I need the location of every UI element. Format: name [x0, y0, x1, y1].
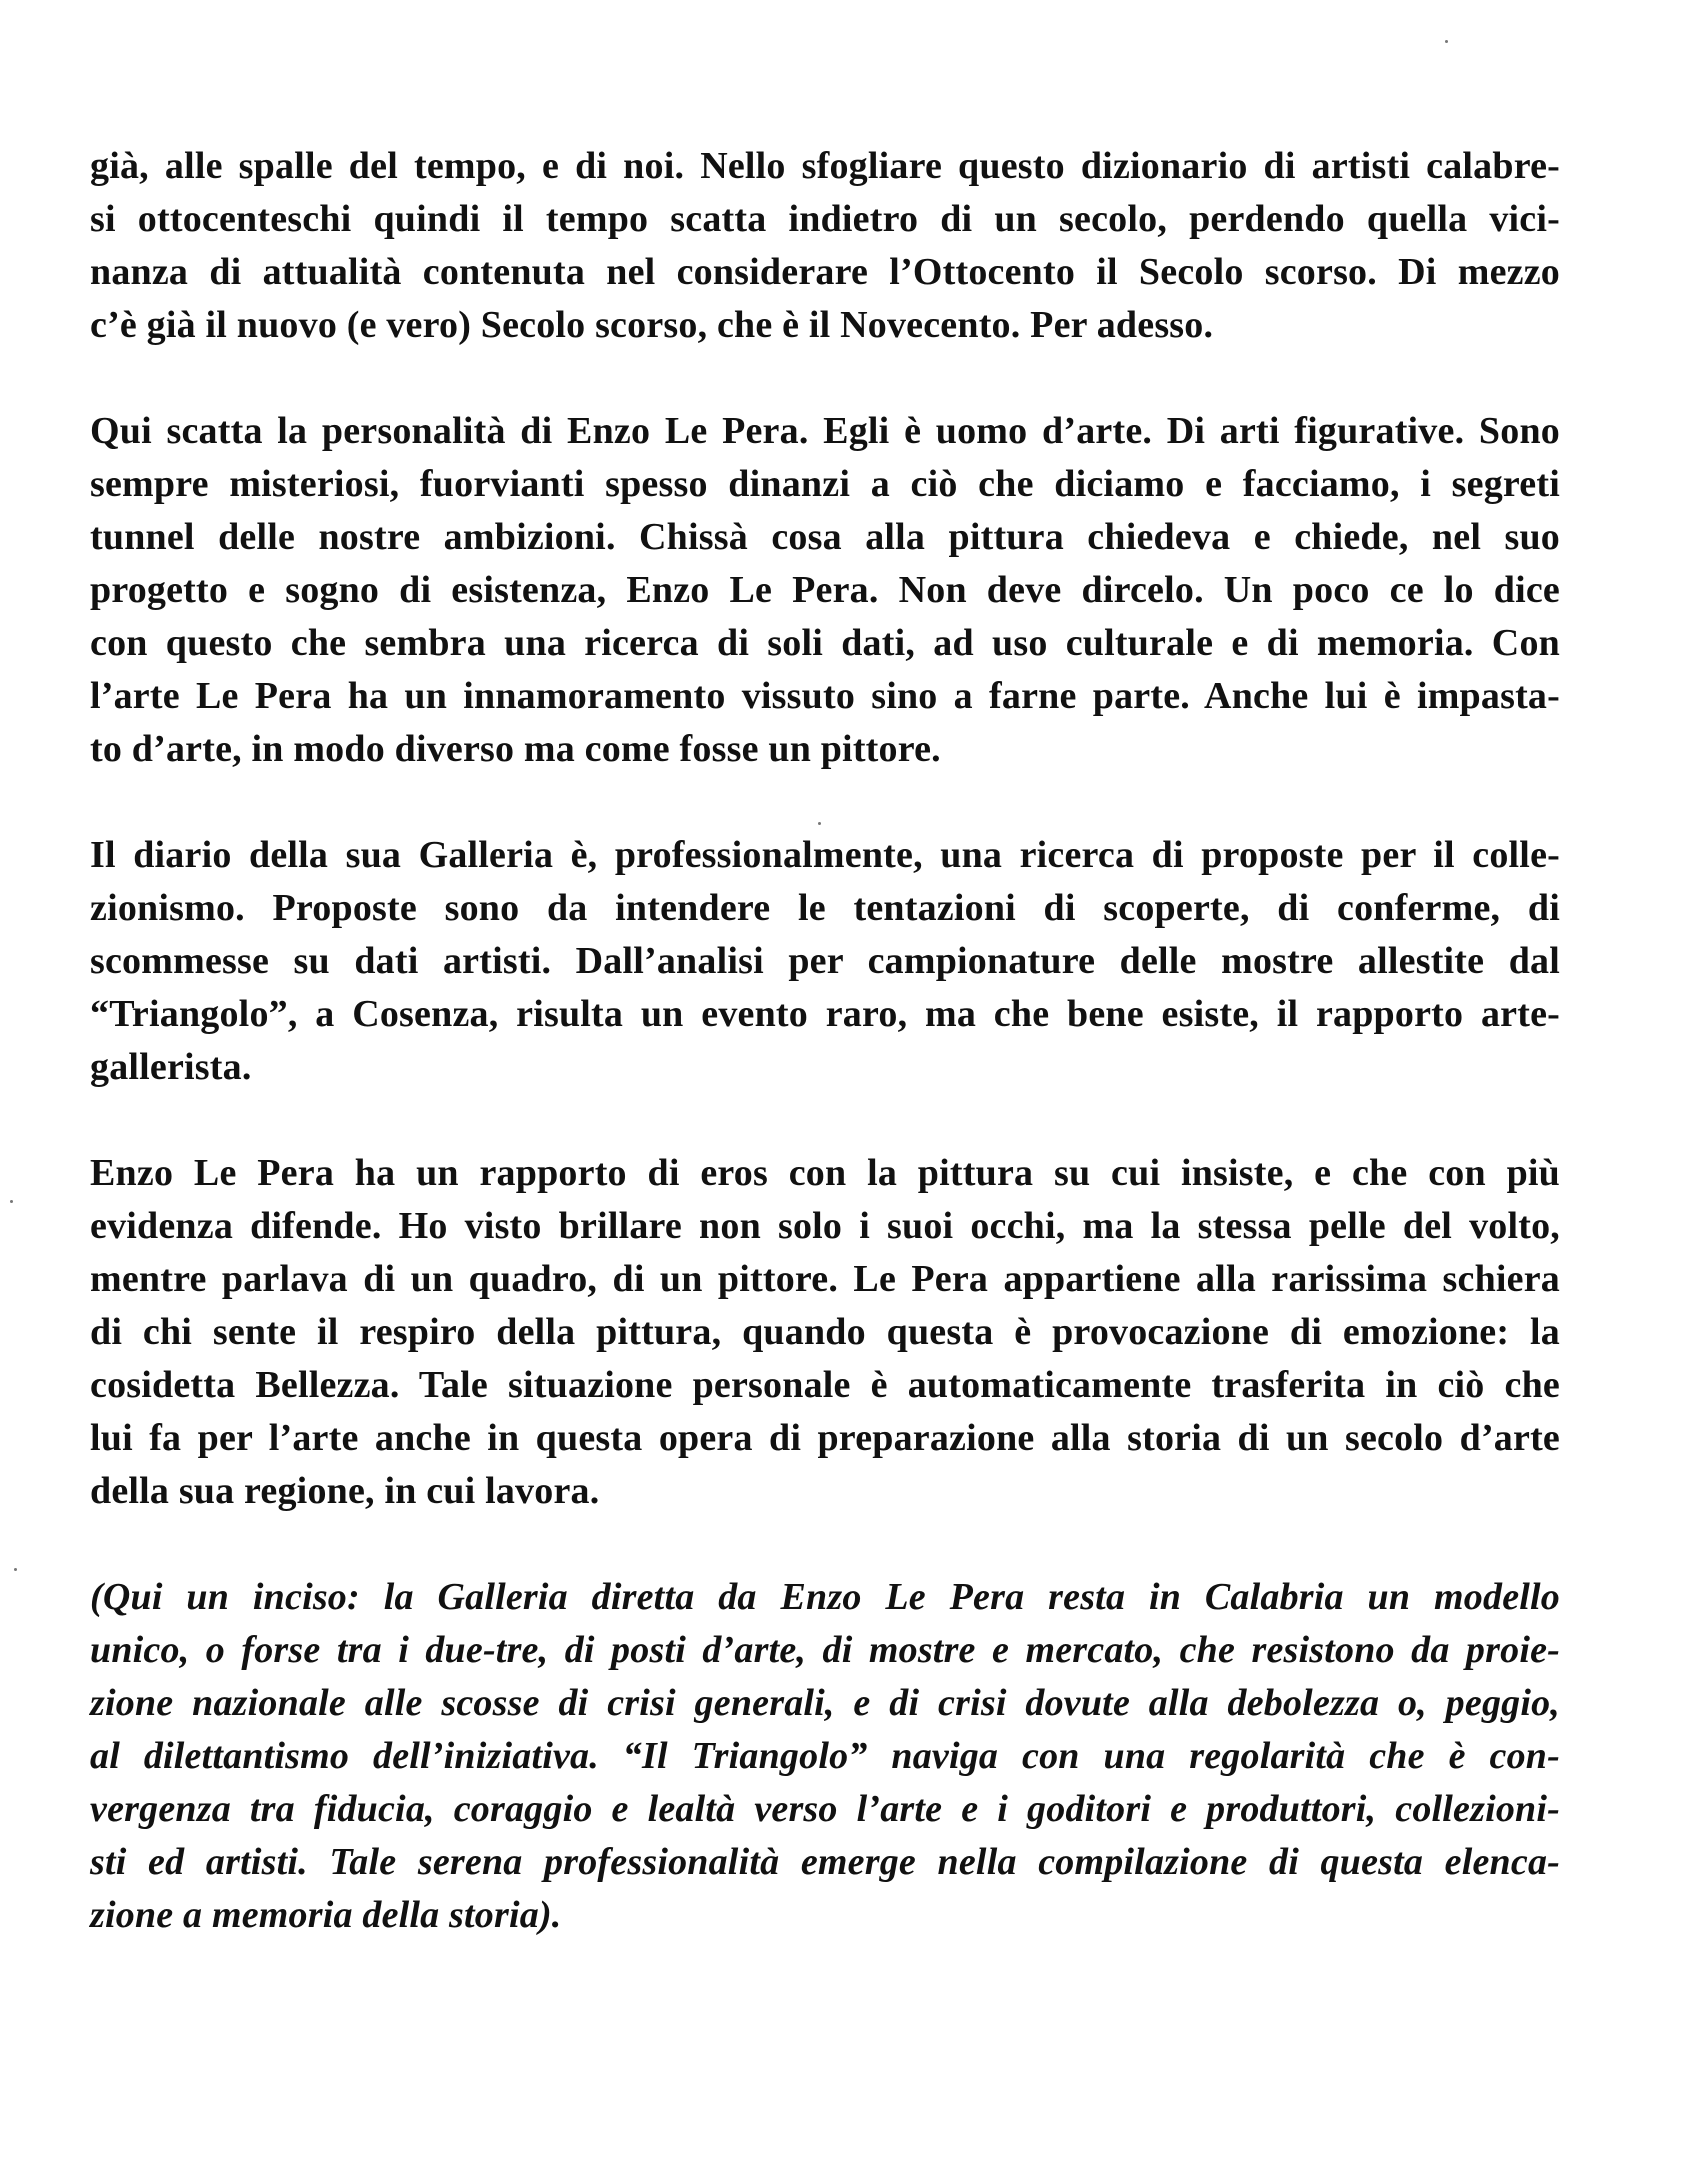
text-line: gallerista. [90, 1046, 252, 1088]
text-line: con questo che sembra una ricerca di soli dati, ad uso culturale e di memoria. Con [90, 622, 1560, 664]
text-line: vergenza tra fiducia, coraggio e lealtà verso l’arte e i goditori e produttori, collezioni- [90, 1788, 1560, 1830]
text-line: evidenza difende. Ho visto brillare non solo i suoi occhi, ma la stessa pelle del volto, [90, 1205, 1560, 1247]
scan-speck [818, 822, 821, 825]
paragraph-2 [90, 405, 1560, 776]
text-line: si ottocenteschi quindi il tempo scatta indietro di un secolo, perdendo quella vici- [90, 198, 1560, 240]
text-line: al dilettantismo dell’iniziativa. “Il Triangolo” naviga con una regolarità che è con- [90, 1735, 1560, 1777]
body-text [90, 140, 1560, 1995]
text-line: sempre misteriosi, fuorvianti spesso dinanzi a ciò che diciamo e facciamo, i segreti [90, 463, 1560, 505]
text-line: tunnel delle nostre ambizioni. Chissà cosa alla pittura chiedeva e chiede, nel suo [90, 516, 1560, 558]
paragraph-4 [90, 1147, 1560, 1518]
text-line: unico, o forse tra i due-tre, di posti d’arte, di mostre e mercato, che resistono da proie- [90, 1629, 1560, 1671]
text-line: c’è già il nuovo (e vero) Secolo scorso, che è il Novecento. Per adesso. [90, 304, 1214, 346]
text-line: l’arte Le Pera ha un innamoramento vissuto sino a farne parte. Anche lui è impasta- [90, 675, 1560, 717]
text-line: di chi sente il respiro della pittura, quando questa è provocazione di emozione: la [90, 1311, 1560, 1353]
text-line: nanza di attualità contenuta nel considerare l’Ottocento il Secolo scorso. Di mezzo [90, 251, 1560, 293]
scan-speck [14, 1568, 17, 1571]
paragraph-1 [90, 140, 1560, 352]
scan-speck [1445, 40, 1448, 43]
text-line: zione nazionale alle scosse di crisi generali, e di crisi dovute alla debolezza o, peggio, [90, 1682, 1560, 1724]
text-line: mentre parlava di un quadro, di un pittore. Le Pera appartiene alla rarissima schiera [90, 1258, 1560, 1300]
text-line: scommesse su dati artisti. Dall’analisi per campionature delle mostre allestite dal [90, 940, 1560, 982]
text-line: Enzo Le Pera ha un rapporto di eros con la pittura su cui insiste, e che con più [90, 1152, 1560, 1194]
text-line: zione a memoria della storia). [90, 1894, 562, 1936]
text-line: zionismo. Proposte sono da intendere le tentazioni di scoperte, di conferme, di [90, 887, 1560, 929]
text-line: sti ed artisti. Tale serena professionalità emerge nella compilazione di questa elenca- [90, 1841, 1560, 1883]
text-line: Qui scatta la personalità di Enzo Le Pera. Egli è uomo d’arte. Di arti figurative. Sono [90, 410, 1560, 452]
paragraph-5-italic-aside [90, 1571, 1560, 1942]
text-line: to d’arte, in modo diverso ma come fosse un pittore. [90, 728, 941, 770]
text-line: già, alle spalle del tempo, e di noi. Nello sfogliare questo dizionario di artisti calabre- [90, 145, 1560, 187]
text-line: cosidetta Bellezza. Tale situazione personale è automaticamente trasferita in ciò che [90, 1364, 1560, 1406]
scan-speck [10, 1200, 13, 1203]
text-line: della sua regione, in cui lavora. [90, 1470, 600, 1512]
text-line: (Qui un inciso: la Galleria diretta da Enzo Le Pera resta in Calabria un modello [90, 1576, 1560, 1618]
text-line: lui fa per l’arte anche in questa opera di preparazione alla storia di un secolo d’arte [90, 1417, 1560, 1459]
paragraph-3 [90, 829, 1560, 1094]
text-line: Il diario della sua Galleria è, professionalmente, una ricerca di proposte per il colle- [90, 834, 1560, 876]
text-line: “Triangolo”, a Cosenza, risulta un evento raro, ma che bene esiste, il rapporto arte- [90, 993, 1560, 1035]
text-line: progetto e sogno di esistenza, Enzo Le Pera. Non deve dircelo. Un poco ce lo dice [90, 569, 1560, 611]
